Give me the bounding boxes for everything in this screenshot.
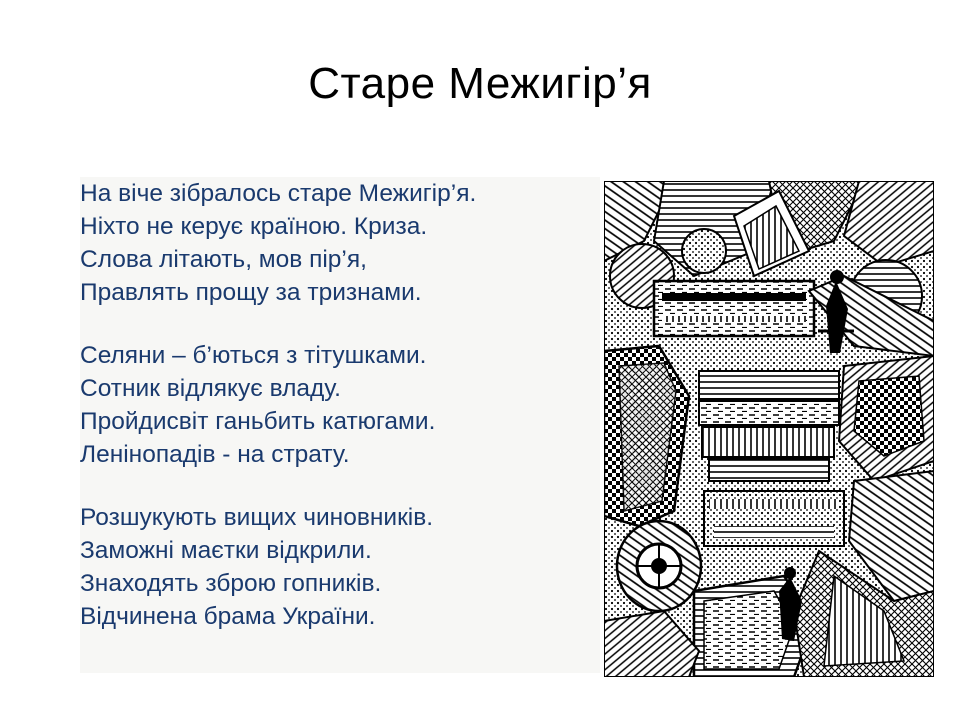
poem-line: Слова літають, мов пір’я, (80, 246, 367, 273)
poem-stanza-2 (80, 339, 600, 471)
poem-line: Селяни – б’ються з тітушками. (80, 342, 427, 369)
poem-line: Сотник відлякує владу. (80, 375, 341, 402)
hatched-ink-illustration (604, 181, 934, 677)
poem-line: Правлять прощу за тризнами. (80, 279, 422, 306)
poem-line: Ніхто не керує країною. Криза. (80, 213, 428, 240)
poem-text-block (80, 177, 600, 673)
poem-line: Відчинена брама України. (80, 603, 376, 630)
poem-line: Пройдисвіт ганьбить катюгами. (80, 408, 436, 435)
poem-line: Заможні маєтки відкрили. (80, 537, 372, 564)
slide-title: Старе Межигір’я (308, 59, 652, 108)
poem-stanza-1 (80, 177, 600, 309)
poem-line: На віче зібралось старе Межигір’я. (80, 180, 477, 207)
poem-stanza-3 (80, 501, 600, 633)
poem-line: Знаходять зброю гопників. (80, 570, 382, 597)
poem-line: Ленінопадів - на страту. (80, 441, 350, 468)
poem-line: Розшукують вищих чиновників. (80, 504, 434, 531)
